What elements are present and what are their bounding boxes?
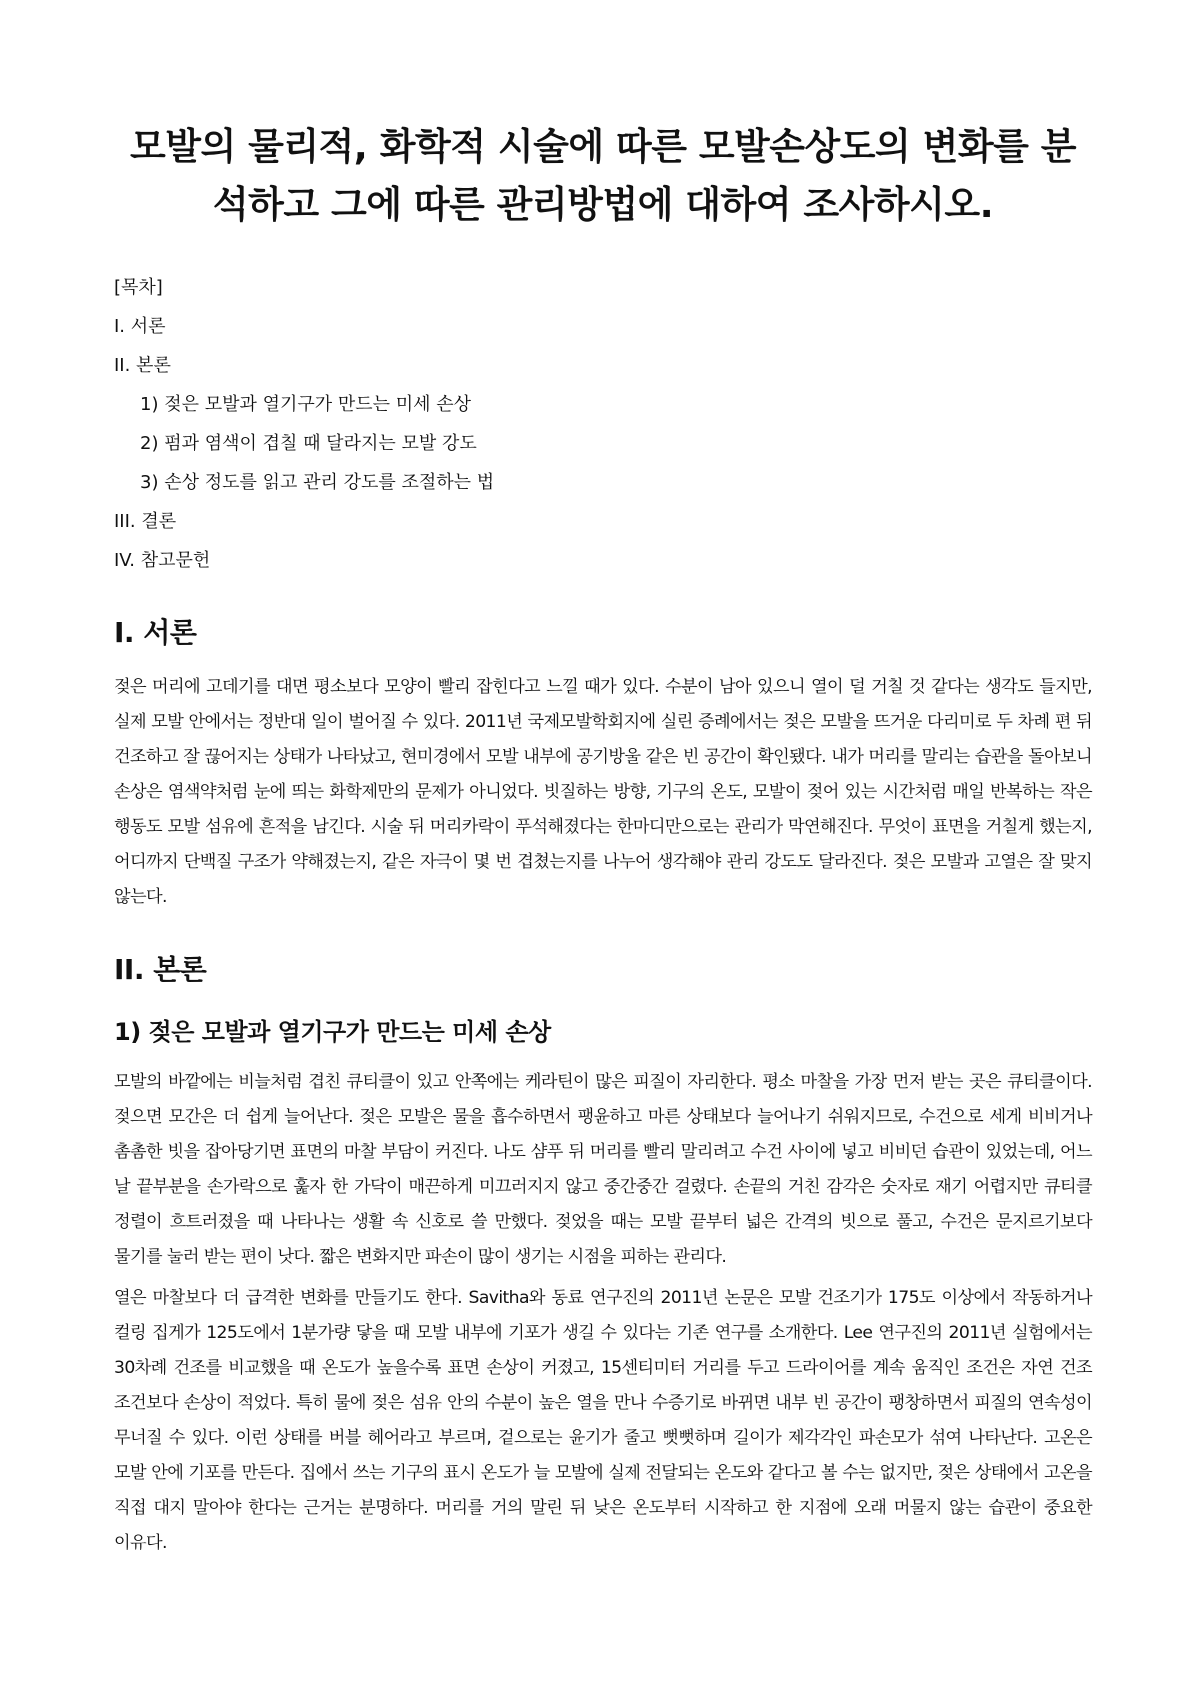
intro-paragraph: 젖은 머리에 고데기를 대면 평소보다 모양이 빨리 잡힌다고 느낄 때가 있다. 수분이 남아 있으니 열이 덜 거칠 것 같다는 생각도 들지만, 실제 모발 안에서는 정반대 일이 벌어질 수 있다. 2011년 국제모발학회지에 실린 증례에서는 젖은 모발을 뜨거운 다리미로 두 차례 편 뒤 건조하고 잘 끊어지는 상태가 나타났고, 현미경에서 모발 내부에 공기방울 같은 빈 공간이 확인됐다. 내가 머리를 말리는 습관을 돌아보니 손상은 염색약처럼 눈에 띄는 화학제만의 문제가 아니었다. 빗질하는 방향, 기구의 온도, 모발이 젖어 있는 시간처럼 매일 반복하는 작은 행동도 모발 섬유에 흔적을 남긴다. 시술 뒤 머리카락이 푸석해졌다는 한마디만으로는 관리가 막연해진다. 무엇이 표면을 거칠게 했는지, 어디까지 단백질 구조가 약해졌는지, 같은 자극이 몇 번 겹쳤는지를 나누어 생각해야 관리 강도도 달라진다. 젖은 모발과 고열은 잘 맞지 않는다. bbox=[114, 677, 1092, 907]
toc-item-references: IV. 참고문헌 bbox=[114, 550, 211, 571]
toc-item-body-1: 1) 젖은 모발과 열기구가 만드는 미세 손상 bbox=[140, 394, 472, 415]
toc-heading: [목차] bbox=[114, 277, 163, 298]
table-of-contents bbox=[114, 268, 1092, 580]
toc-item-body: II. 본론 bbox=[114, 355, 171, 376]
toc-item-conclusion: III. 결론 bbox=[114, 511, 177, 532]
document-title: 모발의 물리적, 화학적 시술에 따른 모발손상도의 변화를 분석하고 그에 따른 관리방법에 대하여 조사하시오. bbox=[129, 125, 1077, 226]
toc-item-body-2: 2) 펌과 염색이 겹칠 때 달라지는 모발 강도 bbox=[140, 433, 477, 454]
toc-item-intro: I. 서론 bbox=[114, 316, 166, 337]
body-heading: II. 본론 bbox=[114, 953, 207, 986]
body-section bbox=[114, 947, 1092, 1561]
section-spacer bbox=[114, 921, 1092, 947]
body-paragraph: 열은 마찰보다 더 급격한 변화를 만들기도 한다. Savitha와 동료 연구진의 2011년 논문은 모발 건조기가 175도 이상에서 작동하거나 컬링 집게가 125도에서 1분가량 닿을 때 모발 내부에 기포가 생길 수 있다는 기존 연구를 소개한다. Lee 연구진의 2011년 실험에서는 30차례 건조를 비교했을 때 온도가 높을수록 표면 손상이 커졌고, 15센티미터 거리를 두고 드라이어를 계속 움직인 조건은 자연 건조 조건보다 손상이 적었다. 특히 물에 젖은 섬유 안의 수분이 높은 열을 만나 수증기로 바뀌면 내부 빈 공간이 팽창하면서 피질의 연속성이 무너질 수 있다. 이런 상태를 버블 헤어라고 부르며, 겉으로는 윤기가 줄고 뻣뻣하며 길이가 제각각인 파손모가 섞여 나타난다. 고온은 모발 안에 기포를 만든다. 집에서 쓰는 기구의 표시 온도가 늘 모발에 실제 전달되는 온도와 같다고 볼 수는 없지만, 젖은 상태에서 고온을 직접 대지 말아야 한다는 근거는 분명하다. 머리를 거의 말린 뒤 낮은 온도부터 시작하고 한 지점에 오래 머물지 않는 습관이 중요한 이유다. bbox=[114, 1288, 1092, 1553]
intro-heading: I. 서론 bbox=[114, 616, 197, 649]
toc-item-body-3: 3) 손상 정도를 읽고 관리 강도를 조절하는 법 bbox=[140, 472, 495, 493]
body-paragraph: 모발의 바깥에는 비늘처럼 겹친 큐티클이 있고 안쪽에는 케라틴이 많은 피질이 자리한다. 평소 마찰을 가장 먼저 받는 곳은 큐티클이다. 젖으면 모간은 더 쉽게 늘어난다. 젖은 모발은 물을 흡수하면서 팽윤하고 마른 상태보다 늘어나기 쉬워지므로, 수건으로 세게 비비거나 촘촘한 빗을 잡아당기면 표면의 마찰 부담이 커진다. 나도 샴푸 뒤 머리를 빨리 말리려고 수건 사이에 넣고 비비던 습관이 있었는데, 어느 날 끝부분을 손가락으로 훑자 한 가닥이 매끈하게 미끄러지지 않고 중간중간 걸렸다. 손끝의 거친 감각은 숫자로 재기 어렵지만 큐티클 정렬이 흐트러졌을 때 나타나는 생활 속 신호로 쓸 만했다. 젖었을 때는 모발 끝부터 넓은 간격의 빗으로 풀고, 수건은 문지르기보다 물기를 눌러 받는 편이 낫다. 짧은 변화지만 파손이 많이 생기는 시점을 피하는 관리다. bbox=[114, 1072, 1092, 1267]
subsection-heading: 1) 젖은 모발과 열기구가 만드는 미세 손상 bbox=[114, 1018, 551, 1046]
intro-section bbox=[114, 610, 1092, 915]
